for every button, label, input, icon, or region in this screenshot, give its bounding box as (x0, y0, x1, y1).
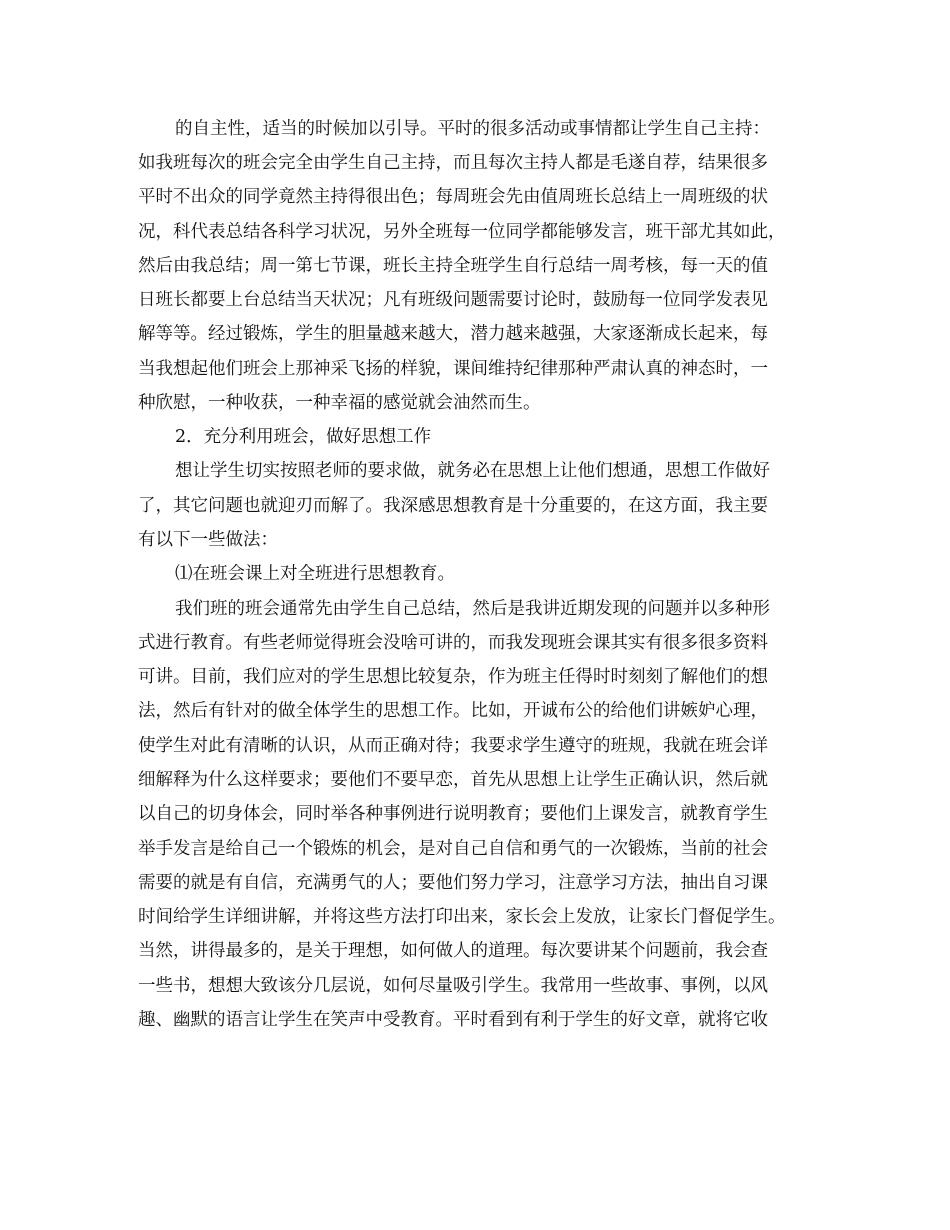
text-line: 平时不出众的同学竟然主持得很出色；每周班会先由值周班长总结上一周班级的状 (138, 187, 768, 207)
text-line: 况，科代表总结各科学习状况，另外全班每一位同学都能够发言，班干部尤其如此， (138, 222, 786, 242)
text-line: 举手发言是给自己一个锻炼的机会，是对自己自信和勇气的一次锻炼，当前的社会 (138, 839, 768, 859)
subsection-heading: ⑴在班会课上对全班进行思想教育。 (175, 564, 455, 584)
text-line: 解等等。经过锻炼，学生的胆量越来越大，潜力越来越强，大家逐渐成长起来，每 (138, 324, 768, 344)
text-line: 趣、幽默的语言让学生在笑声中受教育。平时看到有利于学生的好文章，就将它收 (138, 1010, 768, 1030)
text-line: 需要的就是有自信，充满勇气的人；要他们努力学习，注意学习方法，抽出自习课 (138, 873, 768, 893)
text-line: 日班长都要上台总结当天状况；凡有班级问题需要讨论时，鼓励每一位同学发表见 (138, 290, 768, 310)
text-line: 的自主性，适当的时候加以引导。平时的很多活动或事情都让学生自己主持： (175, 119, 770, 139)
text-line: 如我班每次的班会完全由学生自己主持，而且每次主持人都是毛遂自荐，结果很多 (138, 153, 768, 173)
text-line: 了，其它问题也就迎刃而解了。我深感思想教育是十分重要的，在这方面，我主要 (138, 496, 768, 516)
section-heading: 2．充分利用班会，做好思想工作 (175, 427, 432, 447)
text-line: 想让学生切实按照老师的要求做，就务必在思想上让他们想通，思想工作做好 (175, 461, 770, 481)
text-line: 当我想起他们班会上那神采飞扬的样貌，课间维持纪律那种严肃认真的神态时，一 (138, 359, 768, 379)
text-line: 有以下一些做法： (138, 530, 278, 550)
text-line: 使学生对此有清晰的认识，从而正确对待；我要求学生遵守的班规，我就在班会详 (138, 736, 768, 756)
text-line: 一些书，想想大致该分几层说，如何尽量吸引学生。我常用一些故事、事例，以风 (138, 976, 768, 996)
text-line: 种欣慰，一种收获，一种幸福的感觉就会油然而生。 (138, 393, 541, 413)
text-line: 细解释为什么这样要求；要他们不要早恋，首先从思想上让学生正确认识，然后就 (138, 770, 768, 790)
text-line: 以自己的切身体会，同时举各种事例进行说明教育；要他们上课发言，就教育学生 (138, 804, 768, 824)
text-line: 式进行教育。有些老师觉得班会没啥可讲的，而我发现班会课其实有很多很多资料 (138, 633, 768, 653)
text-line: 当然，讲得最多的，是关于理想，如何做人的道理。每次要讲某个问题前，我会查 (138, 941, 768, 961)
text-line: 法，然后有针对的做全体学生的思想工作。比如，开诚布公的给他们讲嫉妒心理， (138, 701, 768, 721)
text-line: 然后由我总结；周一第七节课，班长主持全班学生自行总结一周考核，每一天的值 (138, 256, 768, 276)
text-line: 我们班的班会通常先由学生自己总结，然后是我讲近期发现的问题并以多种形 (175, 599, 770, 619)
text-line: 时间给学生详细讲解，并将这些方法打印出来，家长会上发放，让家长门督促学生。 (138, 907, 786, 927)
text-line: 可讲。目前，我们应对的学生思想比较复杂，作为班主任得时时刻刻了解他们的想 (138, 667, 768, 687)
